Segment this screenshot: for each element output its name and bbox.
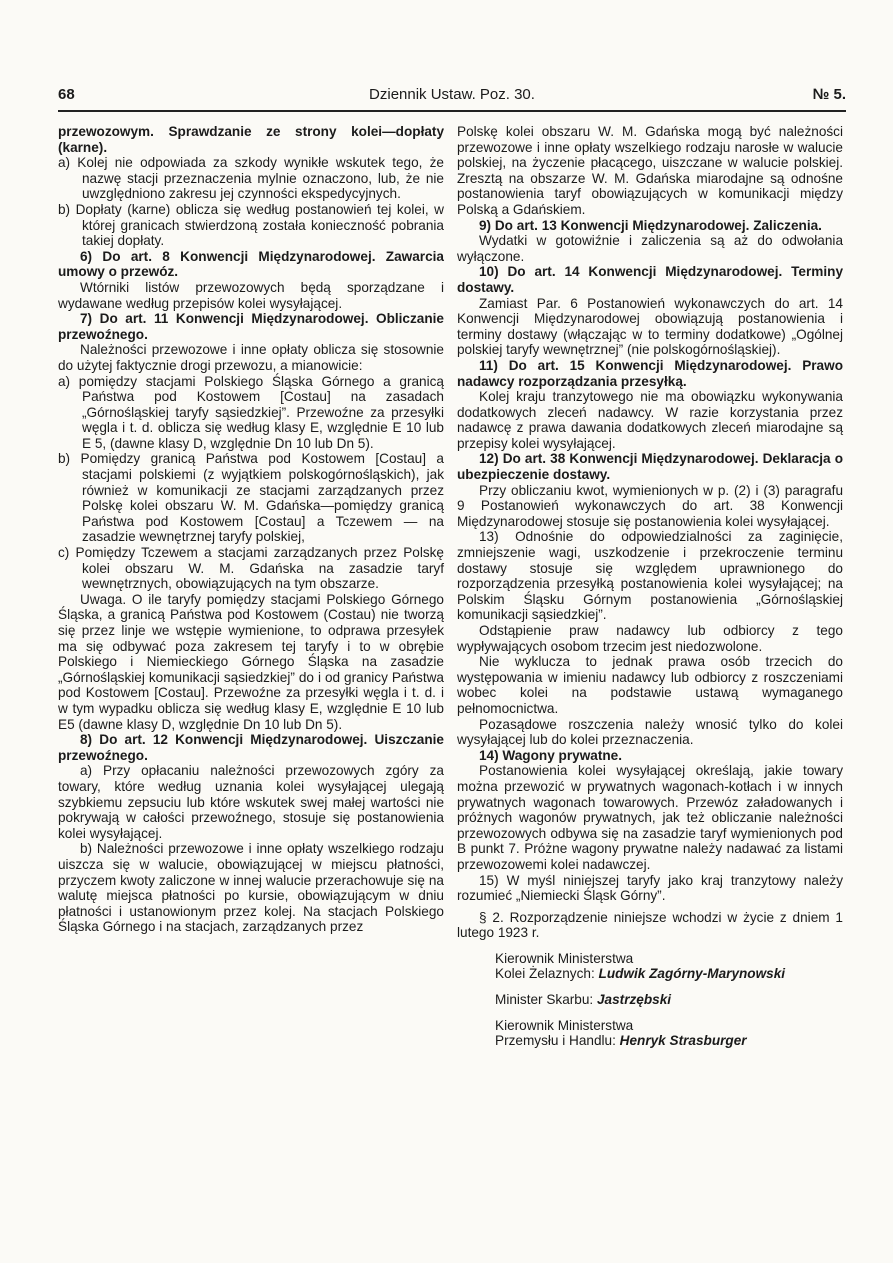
signature-office: Przemysłu i Handlu: — [495, 1033, 620, 1049]
paragraph: b) Dopłaty (karne) oblicza się według postanowień tej kolei, w której granicach stwierdzoną została konieczność pobrania takiej dopłaty. — [58, 201, 444, 249]
signature-name: Henryk Strasburger — [619, 1033, 747, 1049]
paragraph: 7) Do art. 11 Konwencji Międzynarodowej. Obliczanie przewoźnego. — [58, 311, 444, 342]
signature-block — [457, 992, 843, 1008]
paragraph: 10) Do art. 14 Konwencji Międzynarodowej. Terminy dostawy. — [457, 264, 843, 295]
right-column — [457, 124, 843, 1049]
issue-number: № 5. — [812, 86, 846, 103]
paragraph: 13) Odnośnie do odpowiedzialności za zaginięcie, zmniejszenie wagi, uszkodzenie i przekroczenie terminu dostawy stosuje się względem uprawnionego do rozporządzenia przesyłką postanowienia kolei wysyłającej; na Polskim Śląsku Górnym postanowienia „Górnośląskiej komunikacji sąsiedzkiej”. — [457, 529, 843, 623]
left-column — [58, 124, 444, 935]
paragraph: 6) Do art. 8 Konwencji Międzynarodowej. Zawarcia umowy o przewóz. — [58, 248, 444, 280]
paragraph: Polskę kolei obszaru W. M. Gdańska mogą być należności przewozowe i inne opłaty wszelkiego rodzaju narosłe w walucie polskiej, na życzenie płacącego, uiszczane w walucie polskiej. Zresztą na obszarze W. M. Gdańska miarodajne są odnośne postanowienia taryf obowiązujących w komunikacji między Polską a Gdańskiem. — [457, 124, 843, 217]
signature-office: Kolei Żelaznych: — [495, 966, 599, 982]
paragraph: § 2. Rozporządzenie niniejsze wchodzi w życie z dniem 1 lutego 1923 r. — [457, 909, 843, 941]
paragraph: Postanowienia kolei wysyłającej określają, jakie towary można przewozić w prywatnych wagonach-kotłach i w innych prywatnych wagonach towarowych. Przewóz załadowanych i próżnych wagonów prywatnych, jak też obliczanie należności przewozowych odbywa się na zasadzie taryf wymienionych pod B punkt 7. Próżne wagony prywatne należy nadawać za listami przewozowemi kolei nadawczej. — [457, 763, 843, 872]
journal-title: Dziennik Ustaw. Poz. 30. — [369, 86, 535, 103]
paragraph: 14) Wagony prywatne. — [479, 747, 623, 763]
paragraph: a) pomiędzy stacjami Polskiego Śląska Górnego a granicą Państwa pod Kostowem [Costau] na zasadach „Górnośląskiej taryfy sąsiedzkiej”. Przewoźne za przesyłki węgla i t. d. oblicza się według klasy E, względnie E 10 lub E 5, (dawne klasy D, względnie Dn 10 lub Dn 5). — [58, 373, 444, 451]
paragraph: Wtórniki listów przewozowych będą sporządzane i wydawane według przepisów kolei wysyłającej. — [58, 279, 444, 311]
signature-block — [457, 1018, 843, 1049]
signature-role: Kierownik Ministerstwa — [495, 1017, 634, 1033]
paragraph: 8) Do art. 12 Konwencji Międzynarodowej. Uiszczanie przewoźnego. — [58, 732, 444, 763]
page-number: 68 — [58, 86, 75, 103]
paragraph: 12) Do art. 38 Konwencji Międzynarodowej. Deklaracja o ubezpieczenie dostawy. — [457, 451, 843, 483]
paragraph: Pozasądowe roszczenia należy wnosić tylko do kolei wysyłającej lub do kolei przeznaczenia. — [457, 716, 843, 748]
paragraph: 15) W myśl niniejszej taryfy jako kraj tranzytowy należy rozumieć „Niemiecki Śląsk Górny”. — [457, 872, 843, 904]
paragraph: Przy obliczaniu kwot, wymienionych w p. (2) i (3) paragrafu 9 Postanowień wykonawczych do art. 38 Konwencji Międzynarodowej stosuje się postanowienia kolei wysyłającej. — [457, 482, 843, 529]
paragraph: Nie wyklucza to jednak prawa osób trzecich do występowania w imieniu nadawcy lub odbiorcy z roszczeniami wobec kolei na podstawie ustawą wymaganego pełnomocnictwa. — [457, 654, 843, 716]
signature-office: Minister Skarbu: — [495, 992, 597, 1008]
paragraph: Zamiast Par. 6 Postanowień wykonawczych do art. 14 Konwencji Międzynarodowej obowiązują postanowienia i terminy dostawy (włączając w to terminy dodatkowe) „Ogólnej polskiej taryfy wewnętrznej” (nie polskogórnośląskiej). — [457, 295, 843, 358]
signature-name: Ludwik Zagórny-Marynowski — [598, 966, 786, 982]
paragraph: c) Pomiędzy Tczewem a stacjami zarządzanych przez Polskę kolei obszaru W. M. Gdańska na zasadzie taryf wewnętrznych, obowiązujących na tym obszarze. — [58, 545, 444, 592]
paragraph: Wydatki w gotowiźnie i zaliczenia są aż do odwołania wyłączone. — [457, 233, 843, 264]
paragraph: 11) Do art. 15 Konwencji Międzynarodowej. Prawo nadawcy rozporządzania przesyłką. — [457, 357, 843, 389]
paragraph: b) Pomiędzy granicą Państwa pod Kostowem [Costau] a stacjami polskiemi (z wyjątkiem polskogórnośląskich), jak również w komunikacji ze stacjami zarządzanych przez Polskę kolei obszaru W. M. Gdańska—pomiędzy granicą Państwa pod Kostowem [Costau] a Tczewem — na zasadzie wewnętrznej taryfy polskiej, — [58, 451, 444, 545]
paragraph: 9) Do art. 13 Konwencji Międzynarodowej. Zaliczenia. — [479, 217, 822, 233]
paragraph: a) Kolej nie odpowiada za szkody wynikłe wskutek tego, że nazwę stacji przeznaczenia mylnie oznaczono, lub, że nie uwzględniono zakresu jej czynności ekspedycyjnych. — [58, 155, 444, 202]
paragraph: Kolej kraju tranzytowego nie ma obowiązku wykonywania dodatkowych zleceń nadawcy. W razie korzystania przez nadawcę z prawa dawania dodatkowych zleceń miarodajne są przepisy kolei wysyłającej. — [457, 389, 843, 451]
paragraph: a) Przy opłacaniu należności przewozowych zgóry za towary, które według uznania kolei wysyłającej ulegają szybkiemu zepsuciu lub które wskutek swej małej wartości nie pokrywają w całości przewoźnego, stosuje się postanowienia kolei wysyłającej. — [58, 763, 444, 841]
signature-role: Kierownik Ministerstwa — [495, 950, 634, 966]
page-header — [58, 86, 846, 112]
signature-name: Jastrzębski — [597, 992, 672, 1008]
paragraph: przewozowym. Sprawdzanie ze strony kolei—dopłaty (karne). — [58, 124, 444, 155]
paragraph: Należności przewozowe i inne opłaty oblicza się stosownie do użytej faktycznie drogi przewozu, a mianowicie: — [58, 342, 444, 373]
signature-block — [457, 951, 843, 982]
paragraph: b) Należności przewozowe i inne opłaty wszelkiego rodzaju uiszcza się w walucie, obowiązującej w miejscu płatności, przyczem kwoty zaliczone w innej walucie przerachowuje się na walutę miejsca płatności po kursie, obowiązującym w dniu płatności i ustanowionym przez kolej. Na stacjach Polskiego Śląska Górnego i na stacjach, zarządzanych przez — [58, 841, 444, 935]
paragraph: Uwaga. O ile taryfy pomiędzy stacjami Polskiego Górnego Śląska, a granicą Państwa pod Kostowem (Costau) nie tworzą się przez linje we wstępie wymienione, to odprawa przesyłek ma się odbywać poza zakresem tej taryfy i to w obrębie Polskiego i Niemieckiego Górnego Śląska na zasadzie „Górnośląskiej komunikacji sąsiedzkiej” do i od granicy Państwa pod Kostowem [Costau]. Przewoźne za przesyłki węgla i t. d. i w tym wypadku oblicza się według klasy E, względnie E 10 lub E5 (dawne klasy D, względnie Dn 10 lub Dn 5). — [58, 591, 444, 732]
paragraph: Odstąpienie praw nadawcy lub odbiorcy z tego wypływających osobom trzecim jest niedozwolone. — [457, 623, 843, 654]
